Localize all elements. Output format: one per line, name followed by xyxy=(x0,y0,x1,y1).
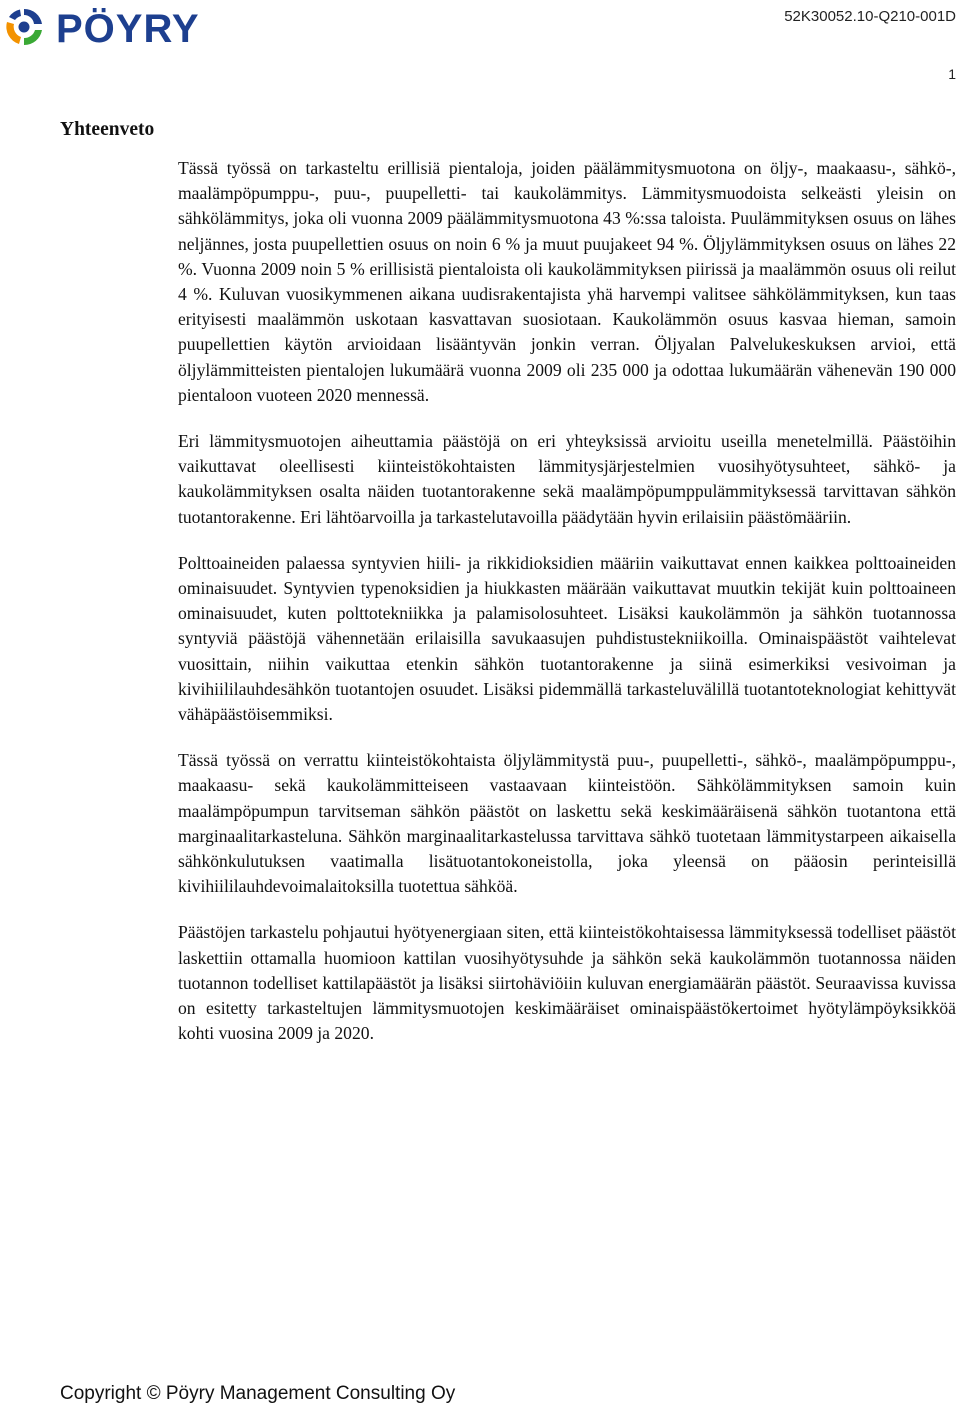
section-title: Yhteenveto xyxy=(60,119,155,140)
paragraph-2: Eri lämmitysmuotojen aiheuttamia päästöjä on eri yhteyksissä arvioitu useilla menetelmillä. Päästöihin vaikuttavat oleellisesti kiinteistökohtaisten lämmitysjärjestelmien vuosihyötysuhteet, sähkö- ja kaukolämmityksen osalta näiden tuotantorakenne sekä maalämpöpumppulämmityksessä tarvittavan sähkön tuotantorakenne. Eri lähtöarvoilla ja tarkastelutavoilla päädytään hyvin erilaisiin päästömääriin. xyxy=(178,431,956,527)
paragraph-4: Tässä työssä on verrattu kiinteistökohtaista öljylämmitystä puu-, puupelletti-, sähkö-, maalämpöpumppu-, maakaasu- sekä kaukolämmitteiseen vastaavaan kiinteistöön. Sähkölämmityksen samoin kuin maalämpöpumpun tarvitseman sähkön päästöt on laskettu sekä keskimääräisenä sähkön tuotantona että marginaalitarkasteluna. Sähkön marginaalitarkastelussa tarvittava sähkö tuotetaan lämmitystarpeen aikaisella sähkönkulutuksen vaatimalla lisätuotantokoneistolla, joka yleensä on pääosin perinteisillä kivihiililauhdevoimalaitoksilla tuotettua sähköä. xyxy=(178,750,956,897)
logo-wordmark: PÖYRY xyxy=(56,7,200,48)
paragraph-5: Päästöjen tarkastelu pohjautui hyötyenergiaan siten, että kiinteistökohtaisessa lämmityksessä todelliset päästöt laskettiin ottamalla huomioon kattilan vuosihyötysuhde ja sähkön sekä kaukolämmön tuotannossa näiden tuotannon todelliset kattilapäästöt ja lisäksi siirtohäviöiin kuluvan energiamäärän päästöt. Seuraavissa kuvissa on esitetty tarkasteltujen lämmitysmuotojen keskimääräiset ominaispäästökertoimet hyötylämpöyksikköä kohti vuosina 2009 ja 2020. xyxy=(178,922,956,1044)
paragraph-3: Polttoaineiden palaessa syntyvien hiili- ja rikkidioksidien määriin vaikuttavat ennen kaikkea polttoaineiden ominaisuudet. Syntyvien typenoksidien ja hiukkasten määrään vaikuttavat muutkin tekijät kuin polttoaineen ominaisuudet, kuten polttotekniikka ja palamisolosuhteet. Lisäksi kaukolämmön ja sähkön tuotannossa syntyviä päästöjä vähennetään erilaisilla savukaasujen puhdistustekniikoilla. Ominaispäästöt vaihtelevat vuosittain, niihin vaikuttaa etenkin sähkön tuotantorakenne ja siinä esimerkiksi vesivoiman ja kivihiililauhdesähkön tuotantojen osuudet. Lisäksi pidemmällä tarkasteluvälillä tuotantoteknologiat kehittyvät vähäpäästöisemmiksi. xyxy=(178,552,956,725)
document-code: 52K30052.10-Q210-001D xyxy=(784,8,956,25)
page-header xyxy=(0,0,960,60)
swirl-icon xyxy=(6,9,42,45)
page-number: 1 xyxy=(948,66,956,82)
copyright-footer: Copyright © Pöyry Management Consulting Oy xyxy=(60,1383,456,1404)
paragraph-1: Tässä työssä on tarkasteltu erillisiä pientaloja, joiden päälämmitysmuotona on öljy-, maakaasu-, sähkö-, maalämpöpumppu-, puu-, puupelletti- tai kaukolämmitys. Lämmitysmuodoista selkeästi yleisin on sähkölämmitys, joka oli vuonna 2009 päälämmitysmuotona 43 %:ssa taloista. Puulämmityksen osuus on lähes neljännes, josta puupellettien osuus on noin 6 % ja muut puujakeet 94 %. Öljylämmityksen osuus on lähes 22 %. Vuonna 2009 noin 5 % erillisistä pientaloista oli kaukolämmityksen piirissä ja maalämmön osuus oli reilut 4 %. Kuluvan vuosikymmenen aikana uudisrakentajista yhä harvempi valitsee sähkölämmityksen, kun taas erityisesti maalämmön uskotaan kasvattavan suosiotaan. Kaukolämmön osuus kasvaa hieman, samoin puupellettien käytön arvioidaan lisääntyvän jonkin verran. Öljyalan Palvelukeskuksen arvioi, että öljylämmitteisten pientalojen lukumäärä vuonna 2009 oli 235 000 ja odottaa lukumäärän vähenevän 190 000 pientaloon vuoteen 2020 mennessä. xyxy=(178,158,956,405)
summary-body xyxy=(178,156,956,1068)
poyry-logo xyxy=(4,6,244,48)
